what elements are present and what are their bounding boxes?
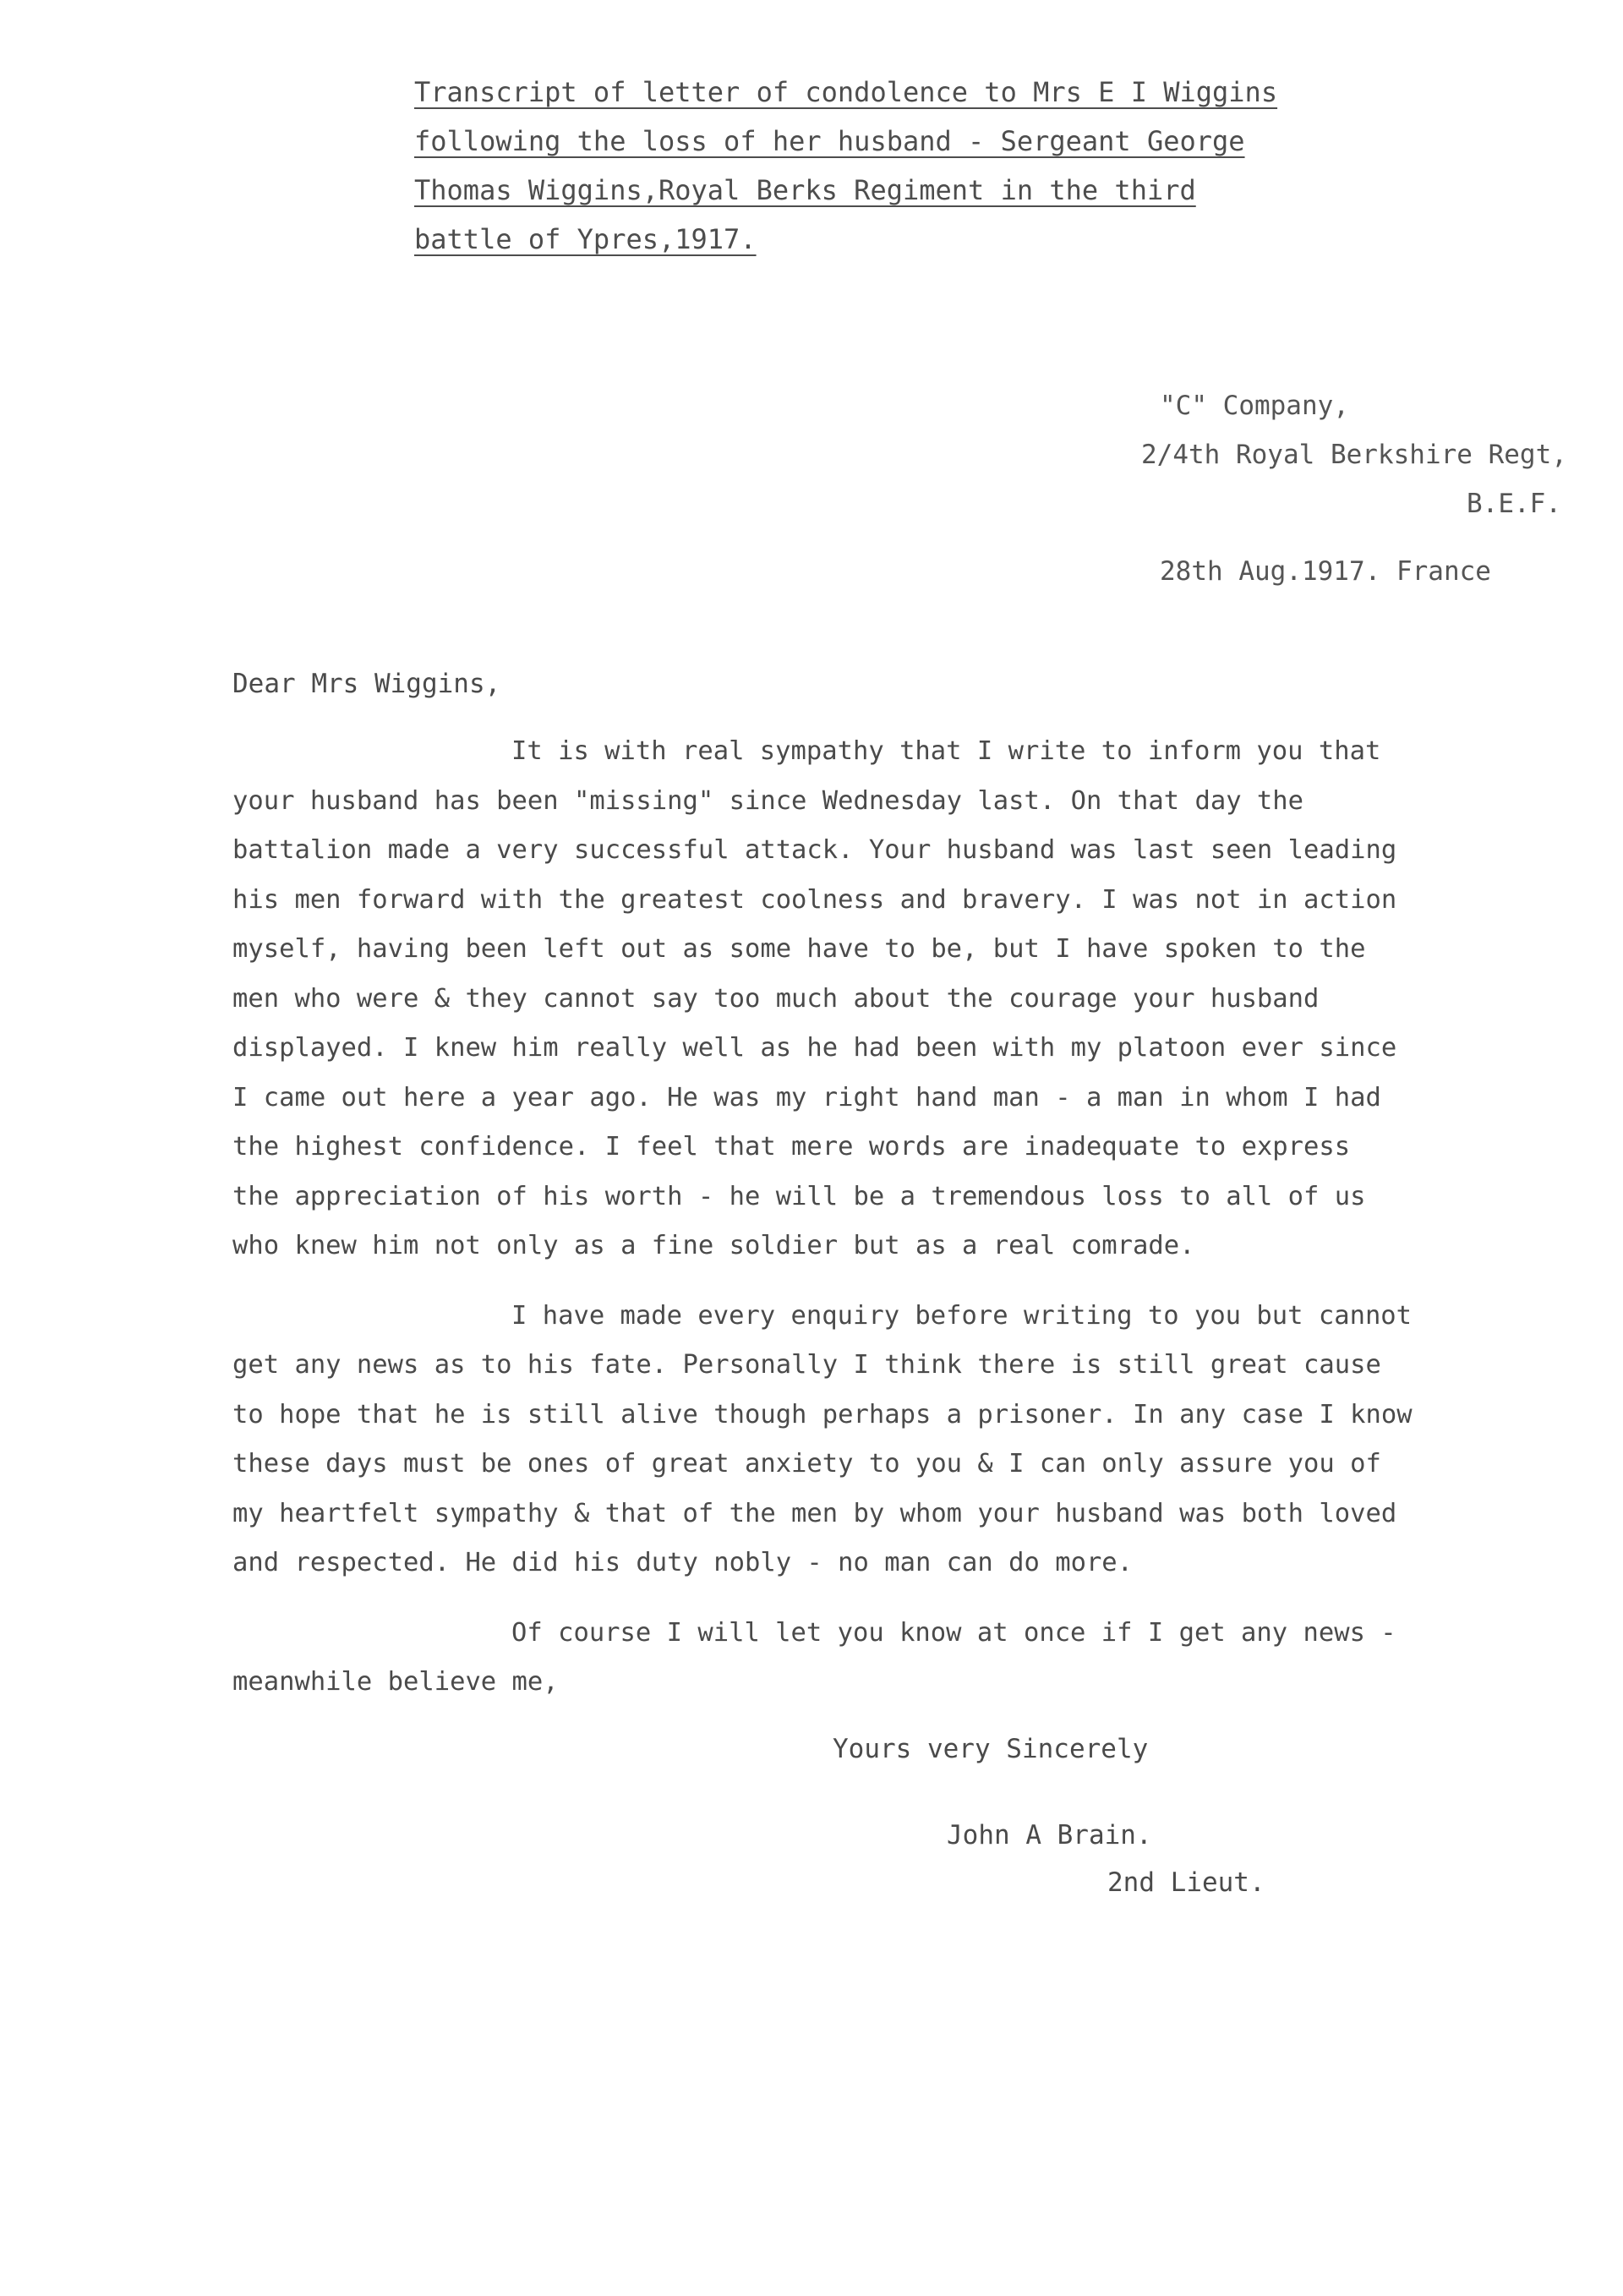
address-force: B.E.F. [1467,489,1561,519]
text-line: meanwhile believe me, [232,1667,559,1697]
title-line: Transcript of letter of condolence to Mrs E I Wiggins [414,76,1278,108]
text-line: Of course I will let you know at once if I get any news - [511,1617,1396,1648]
signature: John A Brain. [947,1820,1152,1850]
transcript-title [414,68,1319,264]
text-line: I have made every enquiry before writing to you but cannot [511,1300,1413,1331]
signatory-rank: 2nd Lieut. [1107,1867,1265,1898]
valediction: Yours very Sincerely [833,1734,1149,1764]
text-line: the highest confidence. I feel that mere words are inadequate to express [232,1132,1351,1162]
text-line: to hope that he is still alive though perhaps a prisoner. In any case I know [232,1399,1413,1430]
text-line: myself, having been left out as some have to be, but I have spoken to the [232,934,1366,964]
text-line: his men forward with the greatest coolness and bravery. I was not in action [232,884,1397,915]
text-line: and respected. He did his duty nobly - no man can do more. [232,1548,1134,1577]
address-company: "C" Company, [1160,391,1349,421]
letter-body [232,727,1484,1728]
text-line: your husband has been "missing" since Wednesday last. On that day the [232,785,1304,816]
text-line: displayed. I knew him really well as he had been with my platoon ever since [232,1033,1397,1063]
address-regiment: 2/4th Royal Berkshire Regt, [1141,440,1567,470]
text-line: get any news as to his fate. Personally I think there is still great cause [232,1350,1381,1380]
paragraph [232,1609,1484,1708]
letter-date: 28th Aug.1917. France [1160,556,1491,587]
text-line: my heartfelt sympathy & that of the men by whom your husband was both loved [232,1498,1397,1528]
paragraph [232,1292,1484,1588]
title-line: following the loss of her husband - Sergeant George [414,125,1245,157]
text-line: battalion made a very successful attack. Your husband was last seen leading [232,835,1397,865]
salutation: Dear Mrs Wiggins, [232,669,501,699]
title-line: battle of Ypres,1917. [414,223,757,255]
paragraph [232,727,1484,1271]
text-line: these days must be ones of great anxiety to you & I can only assure you of [232,1449,1381,1479]
text-line: men who were & they cannot say too much about the courage your husband [232,983,1320,1014]
text-line: It is with real sympathy that I write to inform you that [511,736,1381,766]
text-line: the appreciation of his worth - he will be a tremendous loss to all of us [232,1181,1366,1211]
title-line: Thomas Wiggins,Royal Berks Regiment in the third [414,174,1196,206]
text-line: who knew him not only as a fine soldier but as a real comrade. [232,1231,1195,1260]
text-line: I came out here a year ago. He was my right hand man - a man in whom I had [232,1082,1381,1112]
